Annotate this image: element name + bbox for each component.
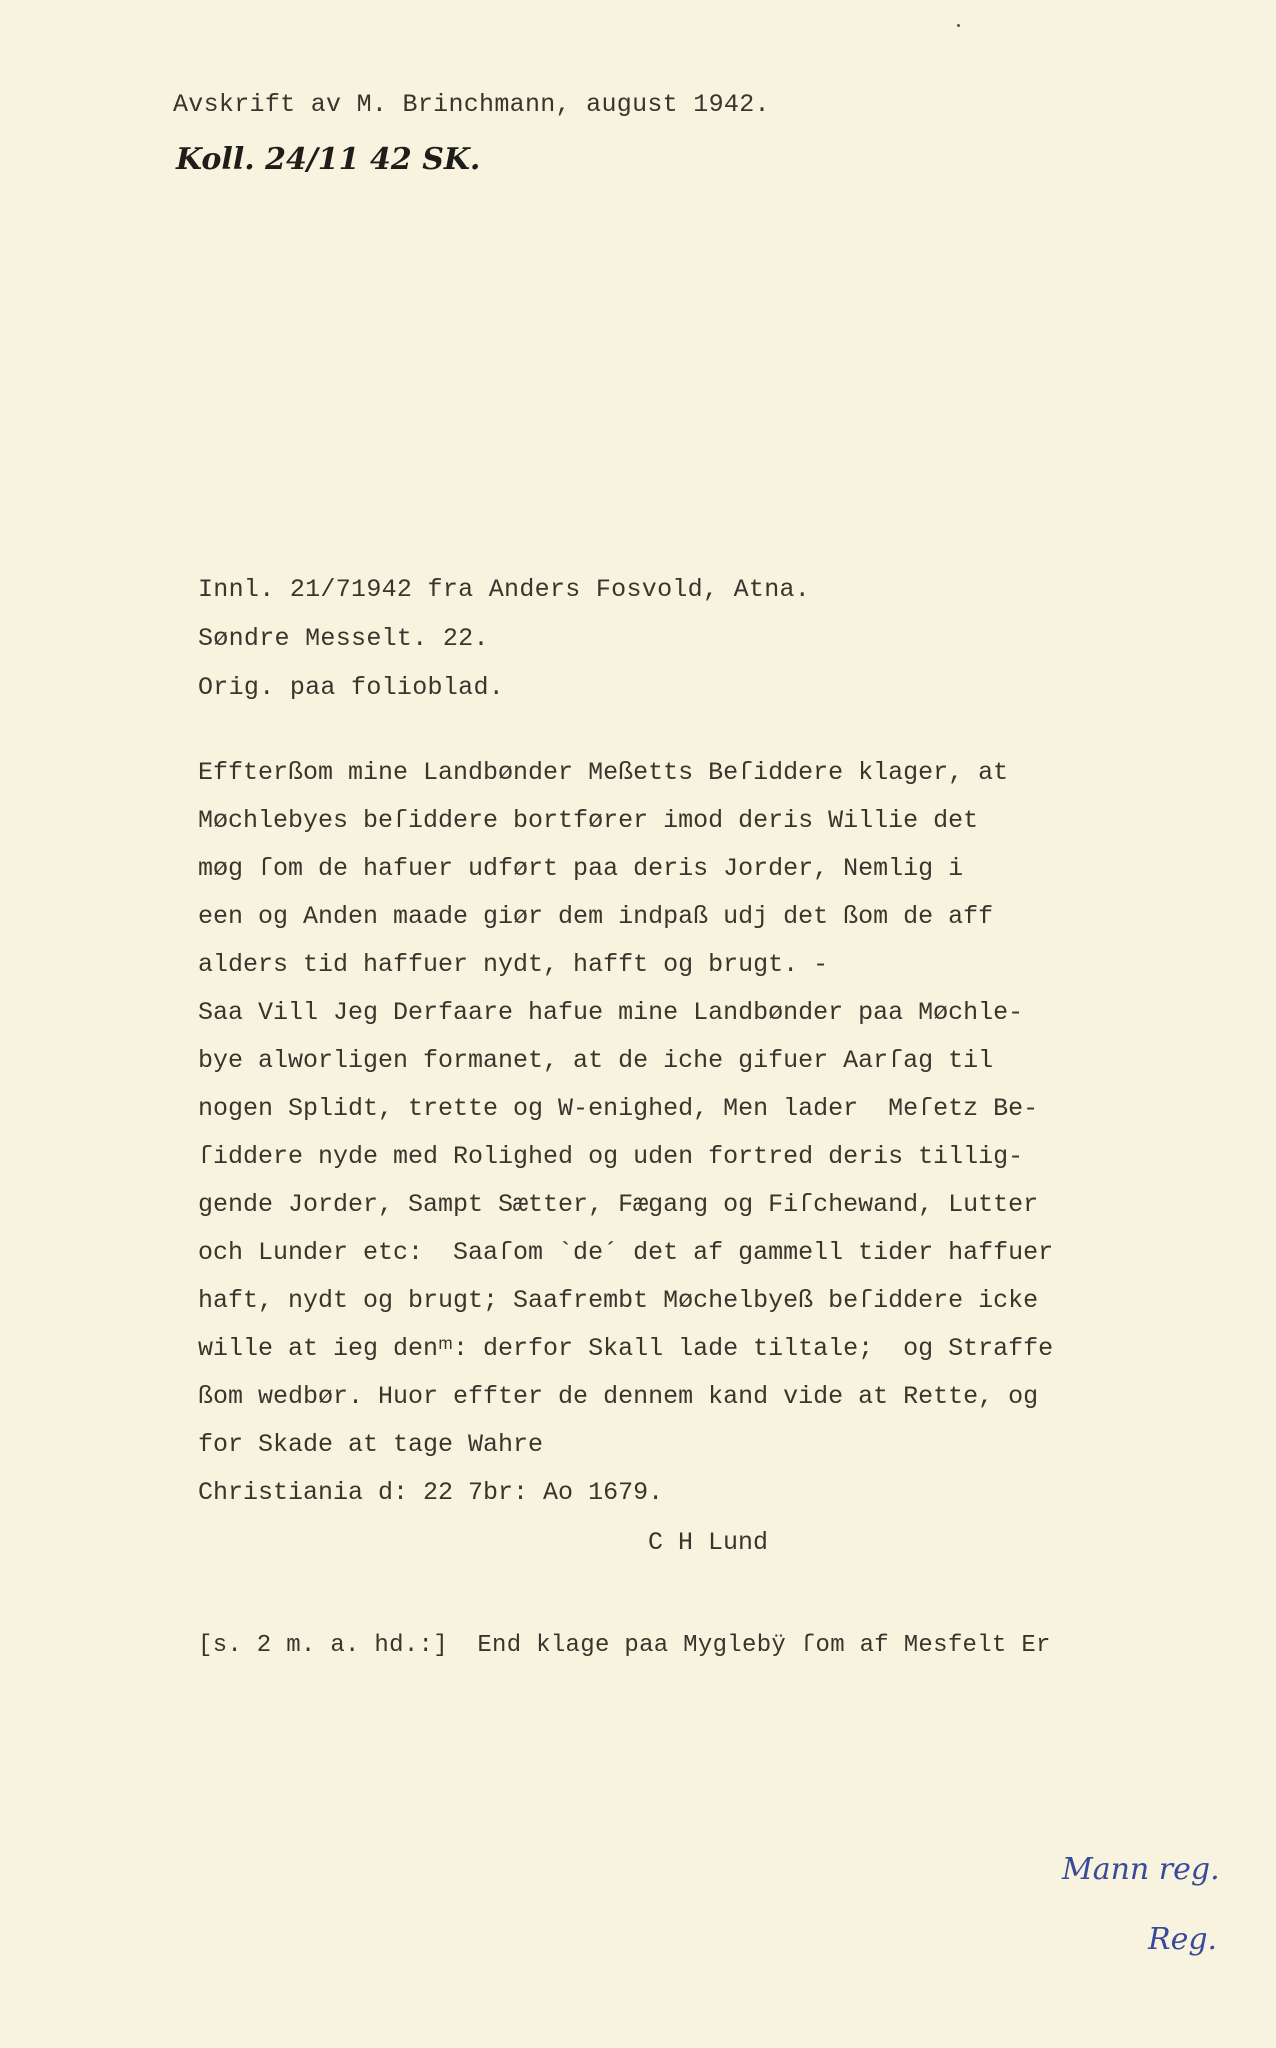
body-line: ſiddere nyde med Rolighed og uden fortred deris tillig- <box>198 1142 1024 1171</box>
body-line: for Skade at tage Wahre <box>198 1430 544 1459</box>
margin-note-register: Mann reg. <box>1062 1852 1220 1887</box>
body-line: och Lunder etc: Saaſom `de´ det af gammell tider haffuer <box>198 1238 1054 1267</box>
body-line: alders tid haffuer nydt, hafft og brugt. - <box>198 950 829 979</box>
body-line: Saa Vill Jeg Derfaare hafue mine Landbønder paa Møchle- <box>198 998 1024 1027</box>
ink-speck <box>957 24 960 27</box>
body-line: gende Jorder, Sampt Sætter, Fægang og Fiſchewand, Lutter <box>198 1190 1039 1219</box>
signature-line: C H Lund <box>648 1528 769 1557</box>
header-typed-line: Avskrift av M. Brinchmann, august 1942. <box>173 90 770 119</box>
intro-line-2: Søndre Messelt. 22. <box>198 624 489 653</box>
body-line: haft, nydt og brugt; Saafrembt Møchelbyeß beſiddere icke <box>198 1286 1039 1315</box>
handwritten-collation-note: Koll. 24/11 42 SK. <box>176 142 481 177</box>
body-line: møg ſom de hafuer udført paa deris Jorder, Nemlig i <box>198 854 964 883</box>
body-line: wille at ieg denᵐ: derfor Skall lade tiltale; og Straffe <box>198 1334 1054 1363</box>
body-line: Effterßom mine Landbønder Meßetts Beſiddere klager, at <box>198 758 1009 787</box>
body-line: Møchlebyes beſiddere bortfører imod deris Willie det <box>198 806 979 835</box>
body-line: een og Anden maade giør dem indpaß udj det ßom de aff <box>198 902 994 931</box>
body-line: ßom wedbør. Huor effter de dennem kand vide at Rette, og <box>198 1382 1039 1411</box>
body-line: Christiania d: 22 7br: Ao 1679. <box>198 1478 664 1507</box>
body-line: nogen Splidt, trette og W-enighed, Men lader Meſetz Be- <box>198 1094 1039 1123</box>
margin-note-reg: Reg. <box>1148 1922 1218 1957</box>
intro-line-3: Orig. paa folioblad. <box>198 673 505 702</box>
footer-editorial-line: [s. 2 m. a. hd.:] End klage paa Myglebÿ ſom af Mesfelt Er <box>198 1632 1051 1659</box>
intro-line-1: Innl. 21/71942 fra Anders Fosvold, Atna. <box>198 575 811 604</box>
body-line: bye alworligen formanet, at de iche gifuer Aarſag til <box>198 1046 994 1075</box>
